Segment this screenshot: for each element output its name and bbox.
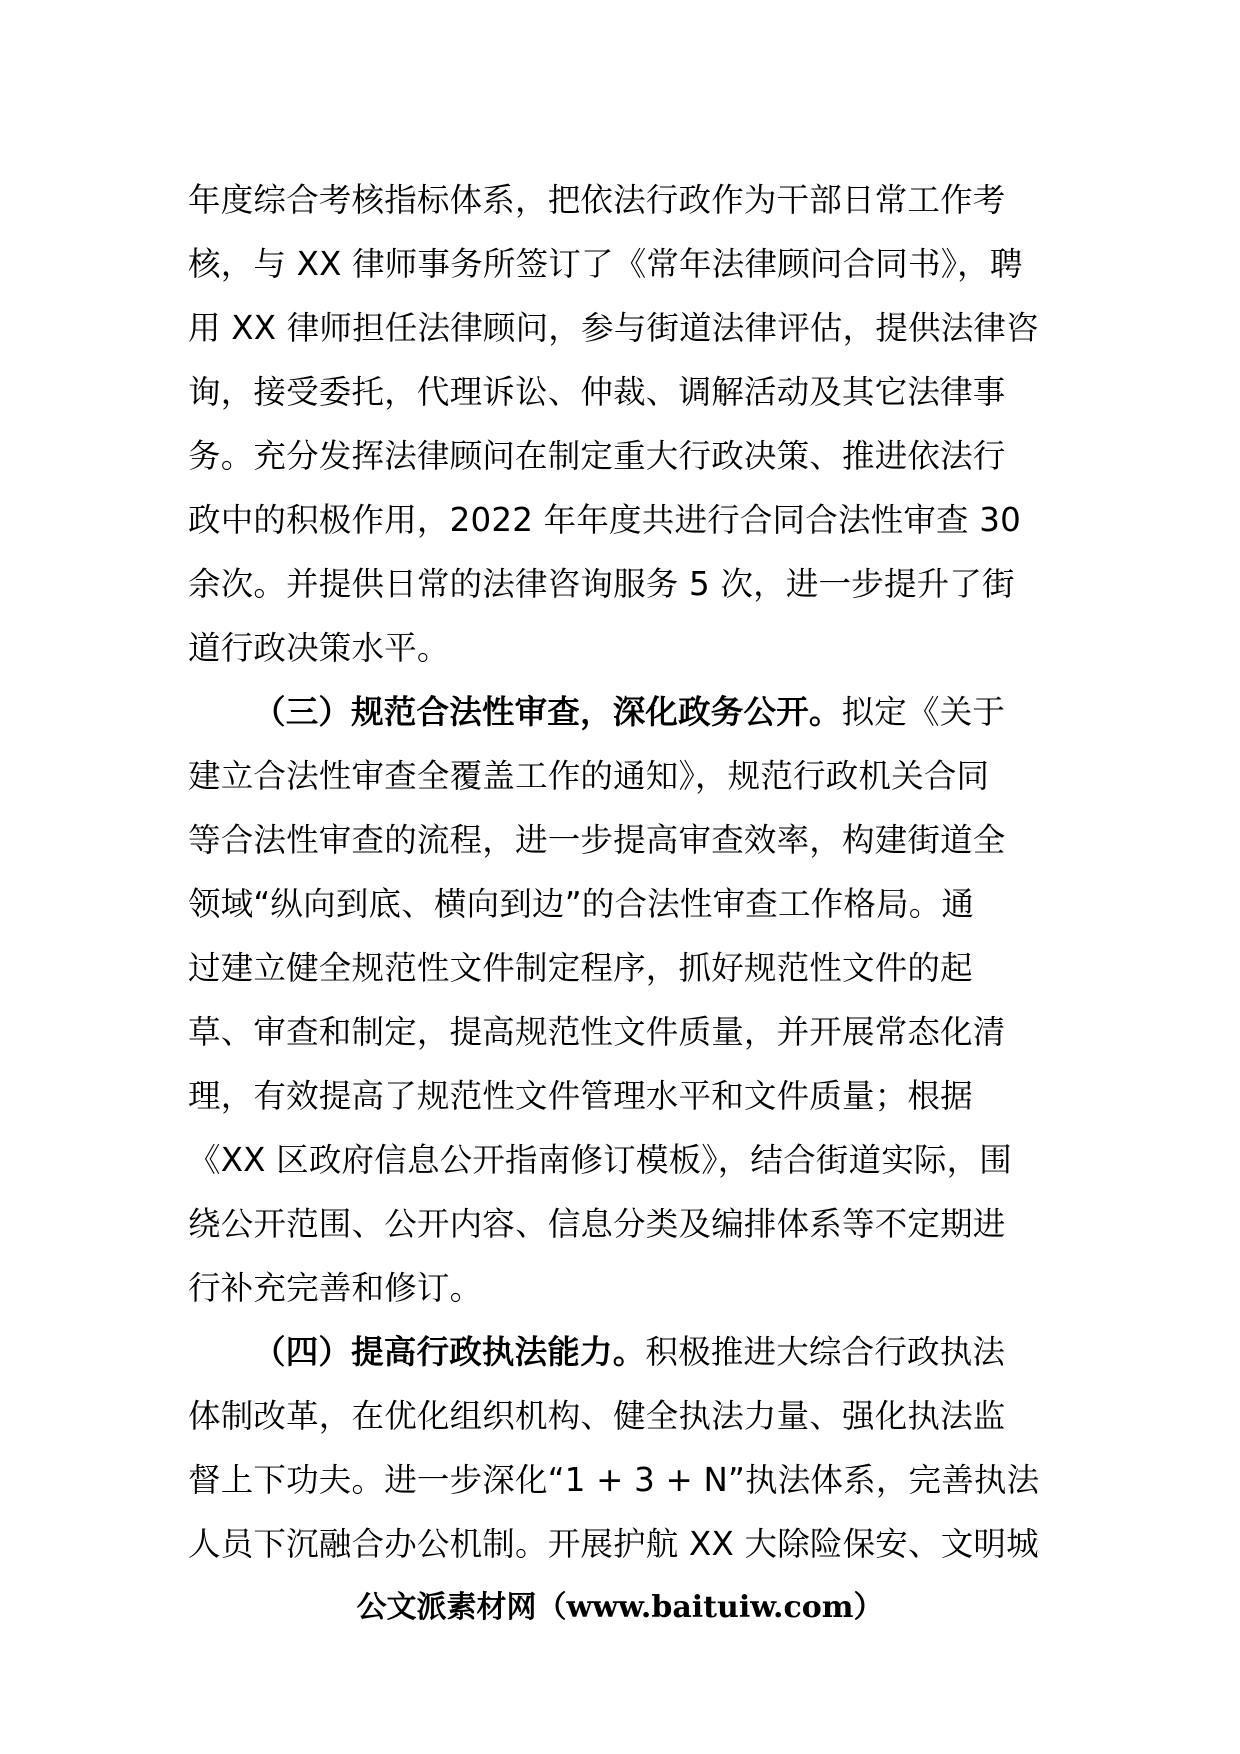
text-line: 领域“纵向到底、横向到边”的合法性审查工作格局。通 <box>188 885 975 923</box>
section-heading-4: （四）提高行政执法能力。 <box>253 1333 646 1371</box>
text-line: 草、审查和制定，提高规范性文件质量，并开展常态化清 <box>188 1013 1006 1051</box>
text-line: 道行政决策水平。 <box>188 629 450 667</box>
text-line: 建立合法性审查全覆盖工作的通知》，规范行政机关合同 <box>188 757 990 795</box>
footer-watermark: 公文派素材网（www.baituiw.com） <box>356 1590 884 1625</box>
heading-line-rest: 积极推进大综合行政执法 <box>645 1333 1006 1371</box>
text-line: 体制改革，在优化组织机构、健全执法力量、强化执法监 <box>188 1397 1006 1435</box>
document-body <box>188 168 1068 1576</box>
paragraph-heading-line <box>188 680 1068 744</box>
text-line: 核，与 XX 律师事务所签订了《常年法律顾问合同书》，聘 <box>188 245 1023 283</box>
text-line: 询，接受委托，代理诉讼、仲裁、调解活动及其它法律事 <box>188 373 1006 411</box>
text-line: 政中的积极作用，2022 年年度共进行合同合法性审查 30 <box>188 501 1022 539</box>
section-heading-3: （三）规范合法性审查，深化政务公开。 <box>253 693 842 731</box>
text-line: 行补充完善和修订。 <box>188 1269 483 1307</box>
text-line: 督上下功夫。进一步深化“1 + 3 + N”执法体系，完善执法 <box>188 1461 1040 1499</box>
text-line: 等合法性审查的流程，进一步提高审查效率，构建街道全 <box>188 821 1006 859</box>
text-line: 绕公开范围、公开内容、信息分类及编排体系等不定期进 <box>188 1205 1006 1243</box>
text-line: 余次。并提供日常的法律咨询服务 5 次，进一步提升了街 <box>188 565 1015 603</box>
text-line: 用 XX 律师担任法律顾问，参与街道法律评估，提供法律咨 <box>188 309 1039 347</box>
paragraph-heading-line <box>188 1320 1068 1384</box>
text-line: 《XX 区政府信息公开指南修订模板》，结合街道实际，围 <box>188 1141 1013 1179</box>
text-line: 务。充分发挥法律顾问在制定重大行政决策、推进依法行 <box>188 437 1006 475</box>
paragraph-legal-advisor <box>188 168 1068 680</box>
paragraph-law-enforcement <box>188 1384 1068 1576</box>
text-line: 理，有效提高了规范性文件管理水平和文件质量；根据 <box>188 1077 973 1115</box>
text-line: 过建立健全规范性文件制定程序，抓好规范性文件的起 <box>188 949 973 987</box>
text-line: 年度综合考核指标体系，把依法行政作为干部日常工作考 <box>188 181 1006 219</box>
heading-line-rest: 拟定《关于 <box>841 693 1006 731</box>
paragraph-legality-review <box>188 744 1068 1320</box>
text-line: 人员下沉融合办公机制。开展护航 XX 大除险保安、文明城 <box>188 1525 1039 1563</box>
